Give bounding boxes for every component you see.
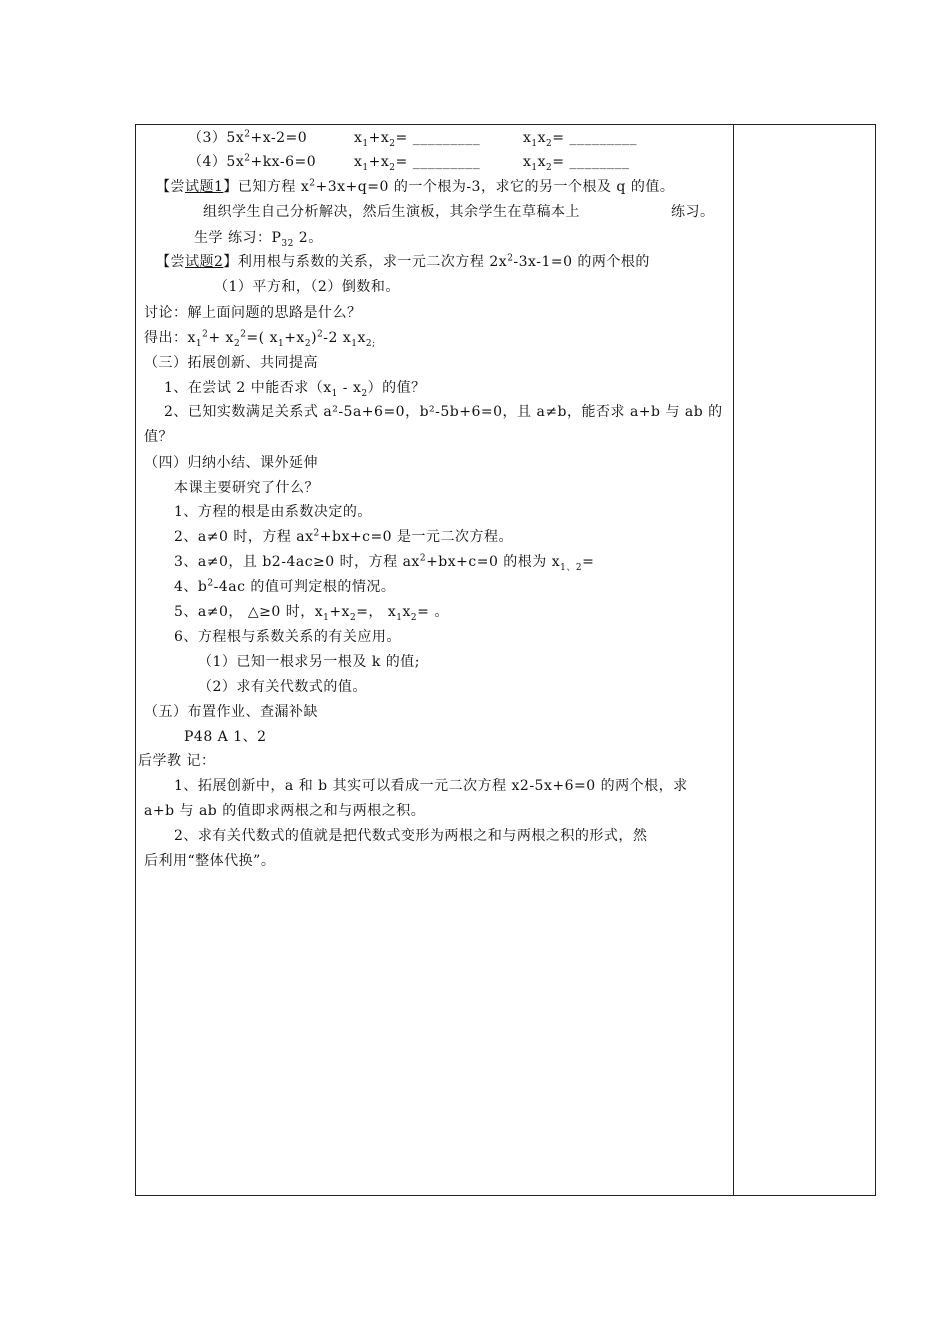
question-1: 1、在尝试 2 中能否求$(x_1 - x_2)$的值？ (164, 380, 426, 399)
summary-3: 3、a≠0，且 b2-4ac≥0 时，方程 $ax^2+bx+c=0$ 的根为 $x_{1、2}=$ (174, 553, 595, 573)
try-problem-1-instruction: 组织学生自己分析解决，然后生演板，其余学生在草稿本上 (203, 204, 580, 220)
try-problem-1-practice: 练习。 (671, 204, 715, 220)
note-1-cont: a+b 与 ab 的值即求两根之和与两根之积。 (144, 803, 426, 819)
exercise-4-sum: $x_1+x_2=$ _________ (354, 154, 481, 173)
try-problem-1-exercise-ref: 生学 练习：$P_{32}$ 2。 (194, 230, 323, 249)
exercise-3-product: $x_1x_2=$ _________ (523, 130, 637, 149)
try-problem-1: 【尝试题1】已知方程 $x^2+3x+q=0$ 的一个根为-3，求它的另一个根及 q 的值。 (156, 178, 675, 195)
summary-4: 4、$b^2-4ac$ 的值可判定根的情况。 (174, 578, 396, 595)
summary-5: 5、a≠0， △≥0 时，$x_1+x_2=$， $x_1x_2=$ 。 (174, 604, 449, 623)
summary-1: 1、方程的根是由系数决定的。 (174, 504, 372, 520)
summary-6: 6、方程根与系数关系的有关应用。 (174, 629, 401, 645)
result-formula: 得出：$x_1^2+ x_2^2=$( $x_1+x_2)^2-2$ $x_1x_{2;}$ (144, 329, 376, 349)
note-2-cont: 后利用“整体代换”。 (144, 853, 276, 869)
note-2: 2、求有关代数式的值就是把代数式变形为两根之和与两根之积的形式，然 (174, 828, 648, 844)
exercise-3: $(3)5x^2+x-2=0$ (188, 129, 308, 146)
homework: P48 A 1、2 (184, 729, 267, 745)
section-4-heading: （四）归纳小结、课外延伸 (144, 455, 318, 471)
question-2-cont: 值？ (144, 429, 173, 445)
exercise-4-product: $x_1x_2=$ ________ (523, 154, 630, 173)
section-3-heading: （三）拓展创新、共同提高 (144, 355, 318, 371)
column-divider (733, 124, 734, 1196)
section-5-heading: （五）布置作业、查漏补缺 (144, 704, 318, 720)
summary-6-1: （1）已知一根求另一根及 k 的值; (198, 654, 421, 670)
summary-question: 本课主要研究了什么？ (174, 480, 319, 496)
try-problem-2-parts: （1）平方和，（2）倒数和。 (214, 279, 400, 295)
post-teaching-notes-heading: 后学教 记： (138, 753, 216, 769)
try-problem-2: 【尝试题2】利用根与系数的关系，求一元二次方程 $2x^2-3x-1=0$ 的两个根的 (156, 253, 650, 270)
discussion: 讨论：解上面问题的思路是什么？ (144, 305, 362, 321)
exercise-3-sum: $x_1+x_2=$ _________ (354, 130, 481, 149)
exercise-4: $(4)5x^2+kx-6=0$ (188, 153, 317, 170)
summary-2: 2、a≠0 时，方程 $ax^2+bx+c=0$ 是一元二次方程。 (174, 528, 514, 545)
note-1: 1、拓展创新中，a 和 b 其实可以看成一元二次方程 x2-5x+6=0 的两个根，求 (174, 778, 688, 794)
summary-6-2: （2）求有关代数式的值。 (198, 679, 367, 695)
question-2: 2、已知实数满足关系式 a²-5a+6=0，b²-5b+6=0，且 a≠b，能否求 a+b 与 ab 的 (164, 404, 723, 420)
